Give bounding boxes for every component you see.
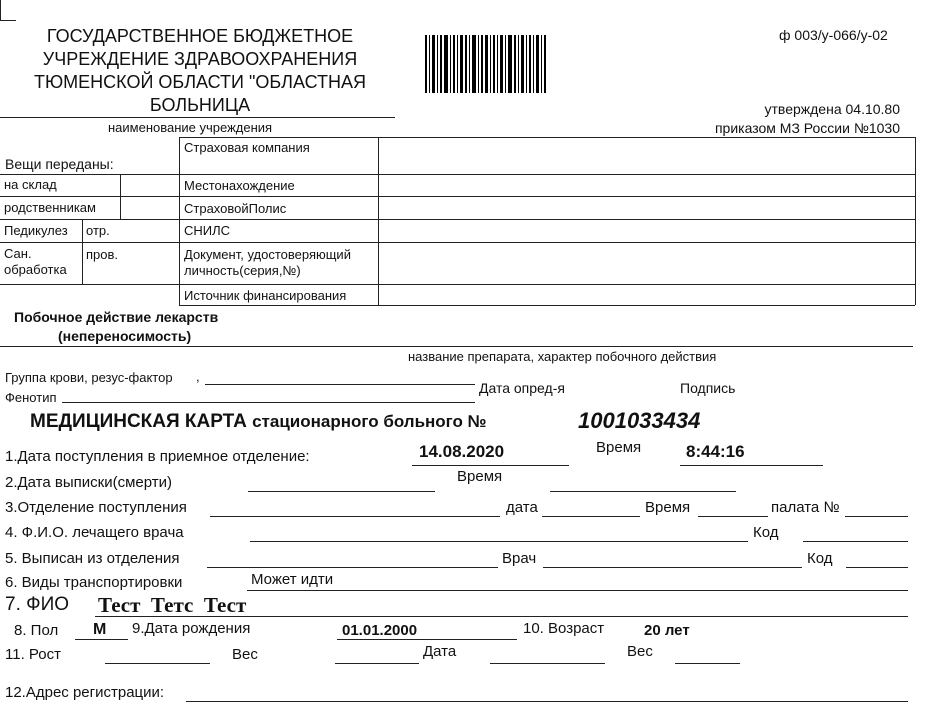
doctor-line [250, 541, 748, 542]
blood-group-label: Группа крови, резус-фактор [5, 370, 173, 385]
ward-label: палата № [771, 499, 840, 516]
items-handed-label: Вещи переданы: [5, 156, 114, 172]
sanitation-line-1: Сан. [4, 246, 32, 261]
table-line [179, 305, 915, 306]
table-line [179, 137, 915, 138]
phenotype-line [62, 402, 475, 403]
department-label: 3.Отделение поступления [5, 499, 187, 516]
sanitation-label [4, 246, 67, 278]
side-effects-title: Побочное действие лекарств [14, 309, 219, 325]
funding-source-label: Источник финансирования [184, 288, 347, 303]
measure-date-label: Дата [423, 643, 457, 660]
pediculosis-value: отр. [86, 223, 110, 238]
admission-date-line [412, 465, 569, 466]
birth-date-line [337, 639, 517, 640]
discharged-from-label: 5. Выписан из отделения [5, 550, 180, 567]
snils-label: СНИЛС [184, 223, 231, 238]
discharge-label: 2.Дата выписки(смерти) [5, 474, 172, 491]
pediculosis-label: Педикулез [4, 223, 68, 238]
doctor-code-label: Код [753, 524, 779, 541]
doctor-label: 4. Ф.И.О. лечащего врача [5, 524, 184, 541]
table-line [0, 242, 915, 243]
institution-name [10, 25, 390, 117]
sanitation-line-2: обработка [4, 262, 67, 277]
policy-label: СтраховойПолис [184, 201, 287, 216]
card-title [30, 411, 487, 433]
discharged-code-label: Код [807, 550, 833, 567]
order-ref: приказом МЗ России №1030 [714, 120, 900, 136]
address-line [186, 701, 908, 702]
table-line [0, 284, 915, 285]
to-relatives-label: родственникам [4, 200, 96, 215]
card-title-sub: стационарного больного № [252, 412, 487, 431]
id-document-line-2: личность(серия,№) [184, 263, 301, 278]
sex-line [75, 639, 128, 640]
transport-label: 6. Виды транспортировки [5, 574, 183, 591]
to-storage-label: на склад [4, 177, 57, 192]
transport-line [247, 590, 908, 591]
admission-date: 14.08.2020 [419, 442, 505, 461]
discharge-time-label: Время [457, 468, 503, 485]
measure-date-line [490, 663, 605, 664]
department-date-label: дата [506, 499, 538, 516]
side-effects-subtitle: (непереносимость) [58, 328, 192, 344]
fio-label: 7. ФИО [5, 594, 70, 615]
admission-label: 1.Дата поступления в приемное отделение: [5, 448, 310, 465]
institution-underline [0, 117, 395, 118]
department-line [210, 516, 500, 517]
table-line [0, 174, 915, 175]
weight2-label: Вес [627, 643, 653, 660]
signature-label: Подпись [680, 380, 736, 396]
ward-line [845, 516, 908, 517]
birth-date-value: 01.01.2000 [342, 622, 418, 639]
form-code: ф 003/у-066/у-02 [779, 27, 888, 43]
admission-time: 8:44:16 [686, 442, 745, 461]
blood-group-value: , [196, 369, 200, 384]
card-title-main: МЕДИЦИНСКАЯ КАРТА [30, 411, 247, 432]
discharged-from-line [207, 567, 498, 568]
side-effects-line [0, 346, 913, 347]
sex-value: М [93, 621, 107, 638]
institution-line-4: БОЛЬНИЦА [149, 95, 251, 115]
address-label: 12.Адрес регистрации: [5, 684, 165, 701]
birth-date-label: 9.Дата рождения [132, 620, 251, 637]
corner-mark-vertical [0, 0, 1, 20]
phenotype-label: Фенотип [5, 390, 57, 405]
card-number: 1001033434 [578, 408, 701, 433]
location-label: Местонахождение [184, 178, 295, 193]
approved-date: утверждена 04.10.80 [764, 101, 900, 117]
institution-line-2: УЧРЕЖДЕНИЕ ЗДРАВООХРАНЕНИЯ [42, 49, 358, 69]
height-line [105, 663, 210, 664]
blood-date-label: Дата опред-я [479, 380, 565, 396]
department-time-line [698, 516, 768, 517]
doctor-code-line [803, 541, 908, 542]
admission-time-label: Время [596, 439, 642, 456]
fio-line [95, 616, 908, 617]
table-line [0, 219, 915, 220]
department-date-line [542, 516, 640, 517]
discharge-date-line [248, 491, 435, 492]
weight-line [335, 663, 419, 664]
sex-label: 8. Пол [14, 622, 59, 639]
discharge-time-line [550, 491, 736, 492]
admission-time-line [680, 465, 823, 466]
discharged-doctor-line [543, 567, 802, 568]
age-value: 20 лет [644, 622, 690, 639]
weight2-line [675, 663, 740, 664]
table-line [378, 137, 379, 305]
institution-line-3: ТЮМЕНСКОЙ ОБЛАСТИ "ОБЛАСТНАЯ [34, 72, 366, 92]
insurance-company-label: Страховая компания [184, 140, 310, 155]
institution-line-1: ГОСУДАРСТВЕННОЕ БЮДЖЕТНОЕ [46, 26, 354, 46]
id-document-label [184, 247, 351, 279]
weight-label: Вес [232, 646, 258, 663]
table-line [915, 137, 916, 305]
table-line [82, 219, 83, 284]
table-line [0, 196, 915, 197]
age-label: 10. Возраст [523, 620, 605, 637]
corner-mark [0, 20, 16, 21]
barcode-image [425, 35, 549, 93]
department-time-label: Время [645, 499, 691, 516]
institution-caption: наименование учреждения [108, 120, 273, 135]
discharged-doctor-label: Врач [502, 550, 537, 567]
sanitation-value: пров. [86, 247, 119, 262]
side-effects-caption: название препарата, характер побочного действия [408, 349, 717, 364]
height-label: 11. Рост [5, 646, 61, 663]
id-document-line-1: Документ, удостоверяющий [184, 247, 351, 262]
blood-group-line [205, 384, 475, 385]
discharged-code-line [846, 567, 908, 568]
fio-value: Тест Тетс Тест [98, 593, 247, 617]
transport-value: Может идти [251, 571, 334, 588]
table-line [120, 174, 121, 219]
table-line [179, 137, 180, 305]
